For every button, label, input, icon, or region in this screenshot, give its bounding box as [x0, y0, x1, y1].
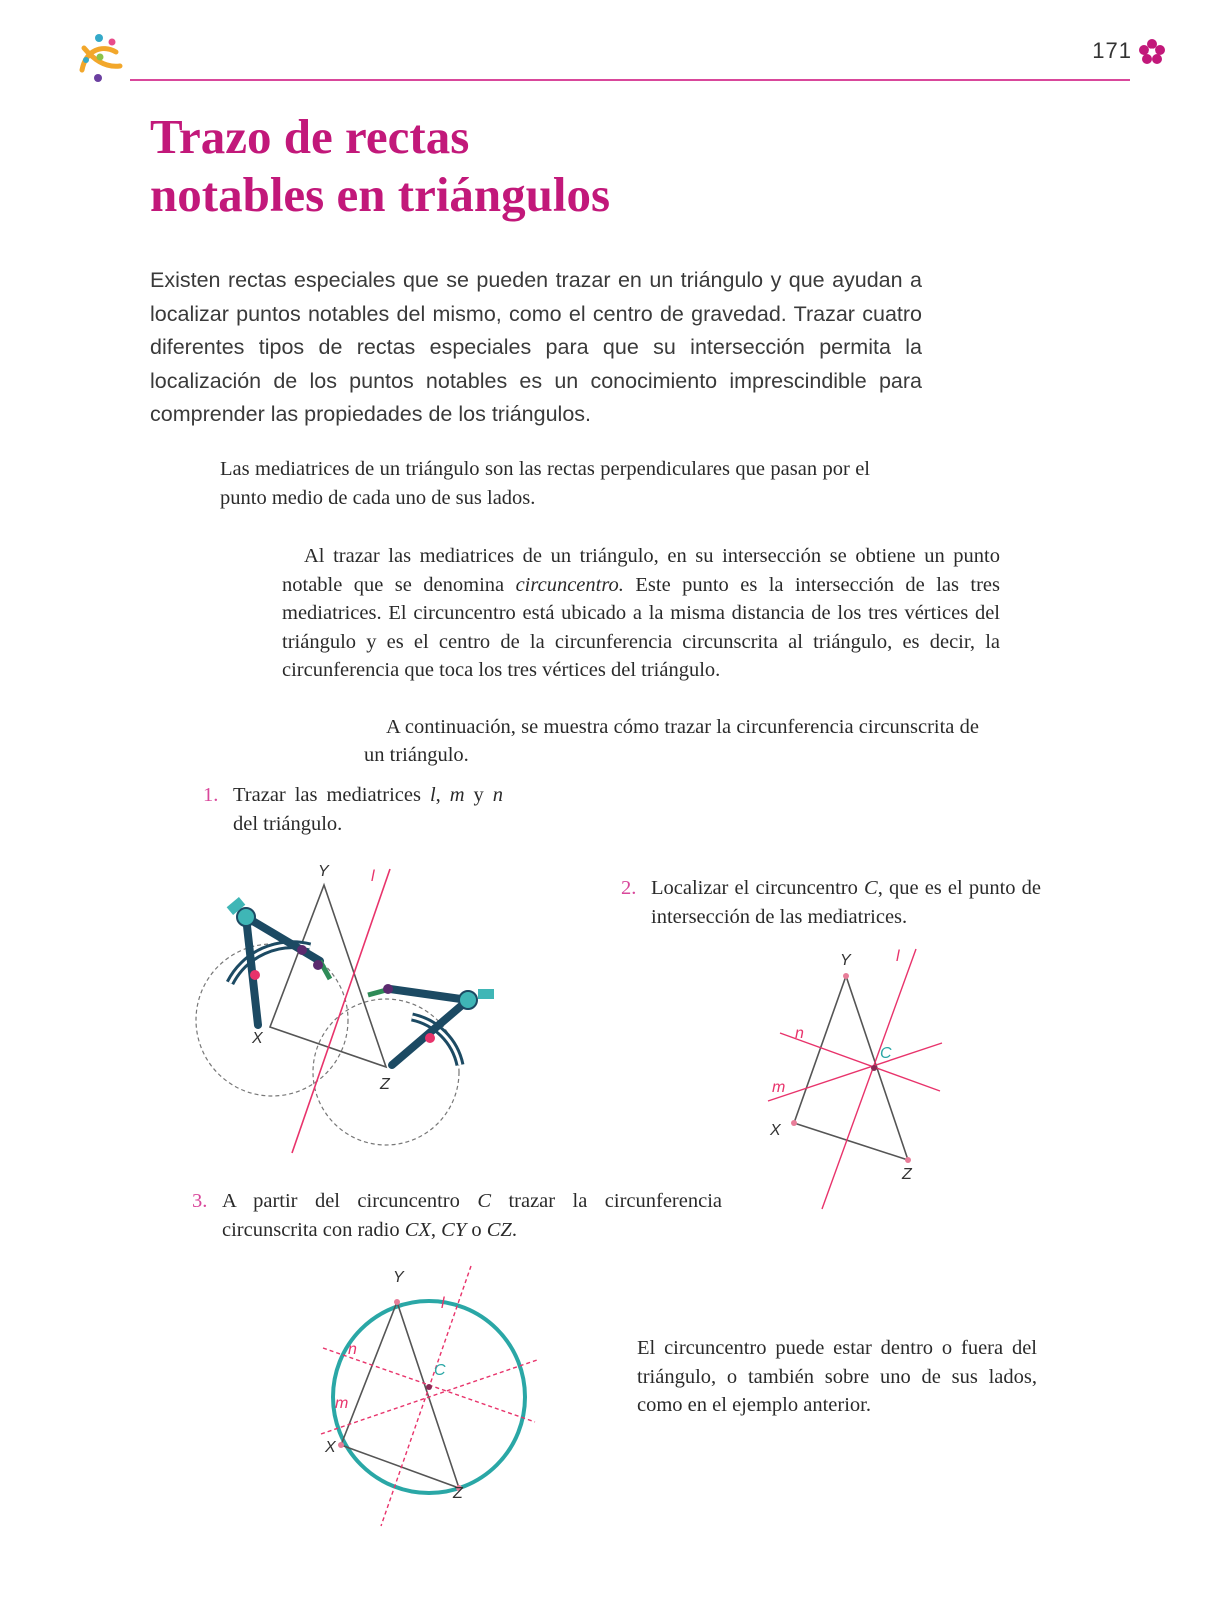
figure-compass-construction — [190, 855, 520, 1155]
step-1 — [203, 781, 503, 839]
vertex-x-label: X — [325, 1439, 336, 1456]
line-n-label: n — [348, 1341, 357, 1358]
construction-arc-z — [313, 999, 459, 1145]
page-title — [150, 108, 950, 224]
bisector-m — [768, 1043, 942, 1101]
intro-paragraph: Existen rectas especiales que se pueden trazar en un triángulo y que ayudan a localizar puntos notables del mismo, como el centro de gravedad. Trazar cuatro diferentes tipos de rectas especiales para que su intersección permita la localización de los puntos notables es un conocimiento imprescindible para comprender las propiedades de los triángulos. — [150, 268, 922, 426]
vertex-y-label: Y — [318, 863, 329, 880]
circumcenter-text-after: Este punto es la intersección de las tres mediatrices. El circuncentro está ubicado a la misma distancia de los tres vértices del triángulo y es el centro de la circunferencia circunscrita al triángulo, es decir, la circunferencia que toca los tres vértices del triángulo. — [282, 573, 1000, 681]
step-text: Trazar las mediatrices l, m y n del triángulo. — [233, 784, 504, 835]
lead-in-paragraph: A continuación, se muestra cómo trazar la circunferencia circunscrita de un triángulo. — [364, 716, 979, 766]
line-m-label: m — [772, 1079, 786, 1096]
vertex-z-label: Z — [902, 1166, 912, 1183]
definition-paragraph: Las mediatrices de un triángulo son las rectas perpendiculares que pasan por el punto medio de cada uno de sus lados. — [220, 458, 870, 509]
line-l-label: l — [371, 868, 375, 885]
circumcenter-term: circuncentro. — [515, 573, 624, 596]
flower-ornament-icon — [1138, 38, 1166, 66]
triangle-xyz — [794, 976, 908, 1160]
bisector-l — [292, 869, 390, 1153]
circumcenter-paragraph — [282, 542, 1000, 685]
line-l-label: l — [441, 1295, 445, 1312]
step-number: 2. — [621, 877, 637, 899]
step-3 — [192, 1187, 722, 1245]
header-rule — [130, 79, 1130, 81]
bisector-n — [780, 1033, 940, 1091]
line-n-label: n — [795, 1025, 804, 1042]
title-line-1: Trazo de rectas — [150, 109, 470, 164]
page-number: 171 — [1092, 38, 1132, 63]
vertex-z-label: Z — [453, 1485, 463, 1502]
step-text: A partir del circuncentro C trazar la circunferencia circunscrita con radio CX, CY o CZ. — [222, 1190, 722, 1241]
line-l-label: l — [896, 948, 900, 965]
vertex-x-label: X — [252, 1030, 263, 1047]
circumcenter-text-before: Al trazar las mediatrices de un triángulo, en su intersección se obtiene un punto notable que se denomina — [282, 545, 1000, 596]
step-number: 3. — [192, 1190, 208, 1212]
compass-right-icon — [368, 984, 494, 1065]
figure-circumcenter — [760, 945, 960, 1215]
title-line-2: notables en triángulos — [150, 167, 611, 222]
vertex-y-label: Y — [393, 1269, 404, 1286]
step-number: 1. — [203, 784, 219, 806]
circumcenter-point — [426, 1384, 432, 1390]
step-2 — [621, 874, 1041, 932]
bisector-m — [321, 1360, 537, 1434]
circumcenter-label: C — [880, 1045, 892, 1062]
vertex-y-label: Y — [840, 952, 851, 969]
figure-circumscribed-circle — [315, 1262, 545, 1532]
step-text: Localizar el circuncentro C, que es el punto de intersección de las mediatrices. — [651, 877, 1041, 928]
circumcenter-point — [871, 1065, 877, 1071]
vertex-z-label: Z — [380, 1076, 390, 1093]
note-paragraph: El circuncentro puede estar dentro o fuera del triángulo, o también sobre uno de sus lados, como en el ejemplo anterior. — [637, 1337, 1037, 1416]
program-logo-icon — [72, 30, 128, 86]
vertex-x-label: X — [770, 1122, 781, 1139]
circumcenter-label: C — [434, 1362, 446, 1379]
line-m-label: m — [335, 1395, 349, 1412]
